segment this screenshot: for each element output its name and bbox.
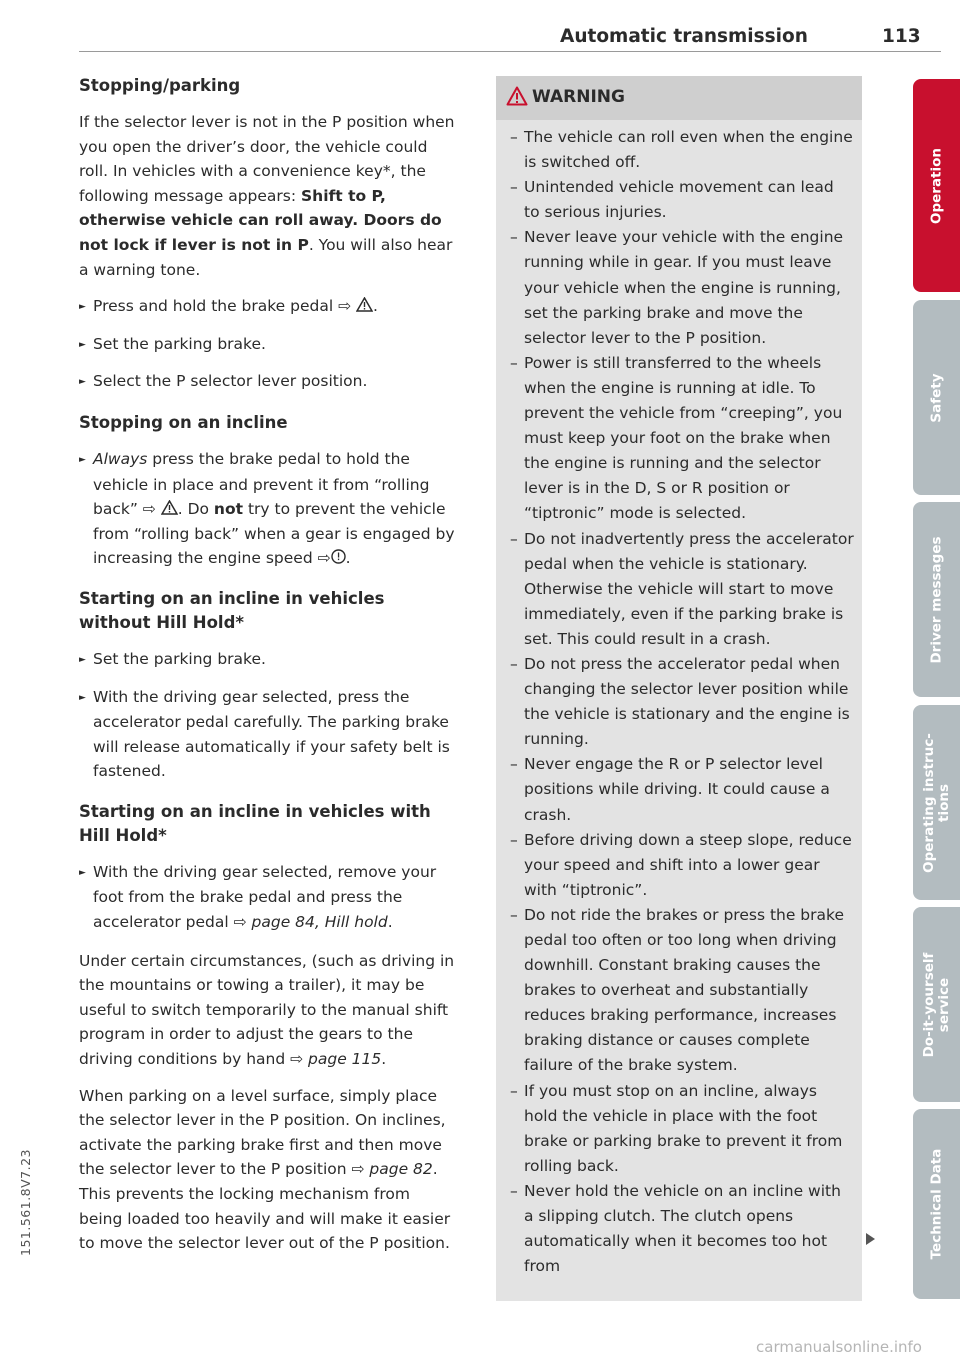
tab-operation[interactable]: Operation: [913, 79, 960, 292]
warning-triangle-icon: [506, 86, 528, 106]
continue-arrow-icon: [866, 1233, 875, 1245]
heading-incline-with-hill-hold: Starting on an incline in vehicles with Hill Hold*: [79, 801, 431, 845]
steps-stopping: [79, 294, 457, 395]
heading-incline-without-hill-hold: Starting on an incline in vehicles without Hill Hold*: [79, 588, 385, 632]
warning-item: – Never engage the R or P selector level positions while driving. It could cause a crash.: [510, 752, 854, 827]
page-number: 113: [882, 26, 921, 47]
steps-with-hill-hold: [79, 860, 457, 935]
paragraph-manual-shift: Under certain circumstances, (such as driving in the mountains or towing a trailer), it may be useful to switch temporarily to the manual shift program in order to adjust the gears to the driving conditions by hand ⇨ page 115.: [79, 951, 455, 1069]
document-code: 151.561.8V7.23: [18, 1149, 33, 1256]
paragraph-level-surface: When parking on a level surface, simply place the selector lever in the P position. On inclines, activate the parking brake first and then move the selector lever to the P position ⇨ page 82. This prevents the locking mechanism from being loaded too heavily and will make it easier to move the selector lever out of the P position.: [79, 1086, 451, 1253]
warning-item: – Power is still transferred to the wheels when the engine is running at idle. To prevent the vehicle from “creeping”, you must keep your foot on the brake when the engine is running and the selector lever is in the D, S or R position or “tiptronic” mode is selected.: [510, 351, 854, 527]
step-select-p: ► Select the P selector lever position.: [79, 369, 457, 395]
warning-item: – Never hold the vehicle on an incline with a slipping clutch. The clutch opens automatically when it becomes too hot from: [510, 1179, 854, 1279]
note-circle-icon: [331, 549, 346, 564]
warning-item: – The vehicle can roll even when the engine is switched off.: [510, 125, 854, 175]
warning-box: [496, 76, 862, 1301]
tab-technical-data[interactable]: Technical Data: [913, 1109, 960, 1299]
header-rule: [79, 51, 941, 52]
steps-without-hill-hold: [79, 647, 457, 784]
tab-do-it-yourself-service[interactable]: Do-it-yourself service: [913, 907, 960, 1102]
warning-item: – Do not press the accelerator pedal when changing the selector lever position while the vehicle is stationary and the engine is running.: [510, 652, 854, 752]
chapter-title: Automatic transmission: [560, 26, 808, 47]
link-hill-hold[interactable]: ⇨ page 84, Hill hold: [233, 913, 388, 932]
step-always-brake: ► Always press the brake pedal to hold the vehicle in place and prevent it from “rolling back” ⇨ . Do not try to prevent the vehicle from “rolling back” when a gear is engaged by increasing the engine speed ⇨ .: [79, 447, 457, 571]
step-remove-foot: ► With the driving gear selected, remove your foot from the brake pedal and press the accelerator pedal ⇨ page 84, Hill hold.: [79, 860, 457, 935]
warning-header: [496, 76, 862, 120]
step-set-parking-brake: ► Set the parking brake.: [79, 647, 457, 673]
heading-stopping-parking: Stopping/parking: [79, 76, 241, 95]
warning-triangle-icon: [356, 297, 373, 312]
warning-triangle-icon: [161, 500, 178, 515]
steps-incline: [79, 447, 457, 571]
warning-item: – Before driving down a steep slope, reduce your speed and shift into a lower gear with “tiptronic”.: [510, 828, 854, 903]
tab-driver-messages[interactable]: Driver messages: [913, 502, 960, 697]
warning-list: [510, 125, 854, 1279]
step-press-brake: ► Press and hold the brake pedal ⇨ .: [79, 294, 457, 320]
step-press-accelerator: ► With the driving gear selected, press the accelerator pedal carefully. The parking brake will release automatically if your safety belt is fastened.: [79, 685, 457, 784]
warning-label: WARNING: [532, 87, 625, 107]
step-parking-brake: ► Set the parking brake.: [79, 332, 457, 358]
tab-operating-instructions[interactable]: Operating instruc- tions: [913, 705, 960, 900]
link-page-115[interactable]: ⇨ page 115: [290, 1050, 382, 1069]
warning-item: – Do not inadvertently press the accelerator pedal when the vehicle is stationary. Otherwise the vehicle will start to move immediately, even if the parking brake is set. This could result in a crash.: [510, 527, 854, 652]
warning-item: – Unintended vehicle movement can lead to serious injuries.: [510, 175, 854, 225]
link-page-82[interactable]: ⇨ page 82: [351, 1160, 433, 1179]
paragraph-selector-warning: If the selector lever is not in the P position when you open the driver’s door, the vehicle could roll. In vehicles with a convenience key*, the following message appears: Shift to P, otherwise vehicle can roll away. Doors do not lock if lever is not in P. You will also hear a warning tone.: [79, 113, 455, 279]
tab-safety[interactable]: Safety: [913, 300, 960, 495]
warning-item: – Never leave your vehicle with the engine running while in gear. If you must leave your vehicle when the engine is running, set the parking brake and move the selector lever to the P position.: [510, 225, 854, 350]
watermark: carmanualsonline.info: [756, 1338, 922, 1356]
heading-stopping-incline: Stopping on an incline: [79, 412, 288, 432]
warning-item: – Do not ride the brakes or press the brake pedal too often or too long when driving downhill. Constant braking causes the brakes to overheat and substantially reduces braking performance, increases braking distance or causes complete failure of the brake system.: [510, 903, 854, 1079]
warning-item: – If you must stop on an incline, always hold the vehicle in place with the foot brake or parking brake to prevent it from rolling back.: [510, 1079, 854, 1179]
main-column: [79, 74, 457, 1268]
